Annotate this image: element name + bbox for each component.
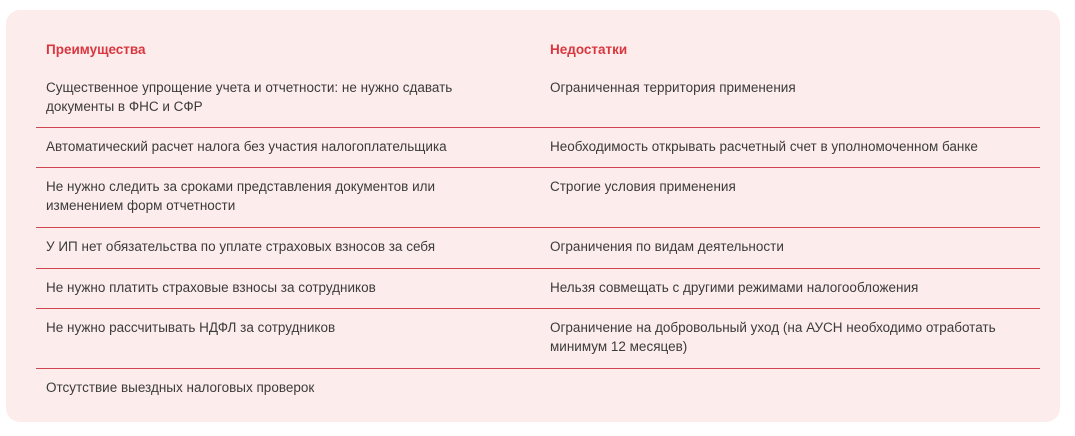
disadvantage-cell: Нельзя совмещать с другими режимами налогообложения: [550, 280, 919, 295]
advantage-cell: У ИП нет обязательства по уплате страховых взносов за себя: [46, 239, 436, 254]
advantage-cell: Существенное упрощение учета и отчетности: не нужно сдавать документы в ФНС и СФР: [46, 80, 453, 114]
table-header-row: [36, 10, 1040, 76]
table-row: [36, 269, 1040, 309]
table-row: [36, 228, 1040, 269]
disadvantage-cell: Строгие условия применения: [550, 179, 736, 194]
table-row: [36, 168, 1040, 228]
disadvantages-header: Недостатки: [550, 42, 628, 57]
disadvantage-cell: [540, 369, 1040, 409]
table-row: [36, 76, 1040, 128]
advantage-cell: Не нужно рассчитывать НДФЛ за сотрудников: [46, 320, 336, 335]
table-row: [36, 128, 1040, 168]
disadvantage-cell: Необходимость открывать расчетный счет в уполномоченном банке: [550, 139, 978, 154]
advantage-cell: Не нужно следить за сроками представления документов или изменением форм отчетности: [46, 179, 436, 213]
disadvantage-cell: Ограничения по видам деятельности: [550, 239, 784, 254]
advantages-header: Преимущества: [46, 42, 146, 57]
advantage-cell: Автоматический расчет налога без участия налогоплательщика: [46, 139, 447, 154]
advantage-cell: Не нужно платить страховые взносы за сотрудников: [46, 280, 376, 295]
disadvantage-cell: Ограниченная территория применения: [550, 80, 796, 95]
comparison-card: [6, 10, 1060, 422]
pros-cons-table: [36, 10, 1040, 409]
table-row: [36, 369, 1040, 409]
advantage-cell: Отсутствие выездных налоговых проверок: [46, 380, 315, 395]
disadvantage-cell: Ограничение на добровольный уход (на АУСН необходимо отработать минимум 12 месяцев): [550, 320, 996, 354]
table-row: [36, 309, 1040, 369]
